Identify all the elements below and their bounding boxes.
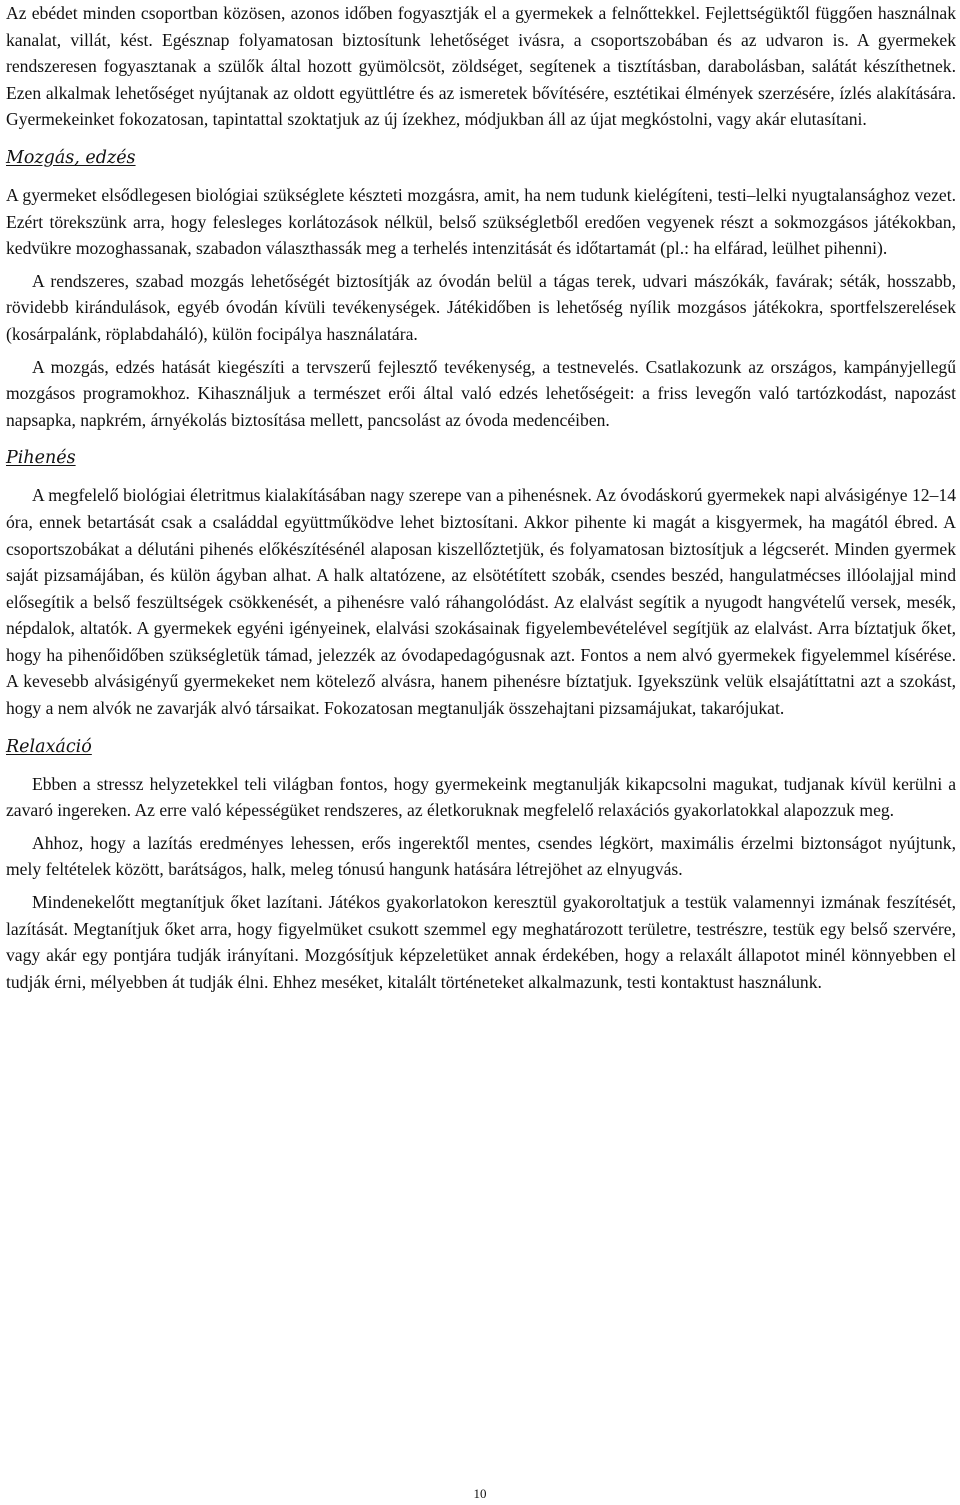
intro-paragraph: Az ebédet minden csoportban közösen, azonos időben fogyasztják el a gyermekek a felnőttekkel. Fejlettségüktől függően használnak kanalat, villát, kést. Egésznap folyamatosan biztosítunk lehetőséget ivásra, a csoportszobában és az udvaron is. A gyermekek rendszeresen fogyasztanak a szülők által hozott gyümölcsöt, zöldséget, segítenek a tisztításban, darabolásban, salátát készíthetnek. Ezen alkalmak lehetőséget nyújtanak az oldott együttlétre és az ismeretek bővítésére, esztétikai élmények szerzésére, ízlés alakítására. Gyermekeinket fokozatosan, tapintattal szoktatjuk az új ízekhez, módjukban áll az újat megkóstolni, vagy akár elutasítani. xyxy=(6,3,956,130)
document-page xyxy=(6,0,956,995)
section-heading-pihenes: Pihenés xyxy=(6,448,76,469)
pihenes-paragraph-1: A megfelelő biológiai életritmus kialakításában nagy szerepe van a pihenésnek. Az óvodáskorú gyermekek napi alvásigénye 12–14 óra, ennek betartását csak a családdal együttműködve lehet biztosítani. Akkor pihente ki magát a kisgyermek, ha magától ébred. A csoportszobákat a délutáni pihenés előkészítésénél alaposan kiszellőztetjük, és folyamatosan biztosítjuk a légcserét. Minden gyermek saját pizsamájában, és külön ágyban alhat. A halk altatózene, az elsötétített szobák, csendes beszéd, hangulatmécses illóolajjal mind elősegítik a belső feszültségek csökkenését, a pihenésre való ráhangolódást. Az elalvást segítik a nyugodt hangvételű versek, mesék, népdalok, altatók. A gyermekek egyéni igényeinek, elalvási szokásainak figyelembevételével segítjük az elalvást. Arra bíztatjuk őket, hogy ha pihenőidőben szükségletük támad, jelezzék az óvodapedagógusnak azt. Fontos a nem alvó gyermekek figyelemmel kísérése. A kevesebb alvásigényű gyermekeket nem kötelező alvásra, hanem pihenésre bíztatjuk. Igyekszünk velük elsajátíttatni azt a szokást, hogy a nem alvók ne zavarják alvó társaikat. Fokozatosan megtanulják összehajtani pizsamájukat, takarójukat. xyxy=(6,485,956,719)
relaxacio-paragraph-2: Ahhoz, hogy a lazítás eredményes lehessen, erős ingerektől mentes, csendes légkört, maximális érzelmi biztonságot nyújtunk, mely feltételek között, barátságos, halk, meleg tónusú hangunk hatására létrejöhet az elnyugvás. xyxy=(6,832,956,880)
mozgas-paragraph-2: A rendszeres, szabad mozgás lehetőségét biztosítják az óvodán belül a tágas terek, udvari mászókák, favárak; séták, hosszabb, rövidebb kirándulások, egyéb óvodán kívüli tevékenységek. Játékidőben is lehetőség nyílik mozgásos játékokra, sportfelszerelések (kosárpalánk, röplabdaháló), külön focipálya használatára. xyxy=(6,270,956,344)
section-heading-mozgas: Mozgás, edzés xyxy=(6,147,136,168)
relaxacio-paragraph-3: Mindenekelőtt megtanítjuk őket lazítani. Játékos gyakorlatokon keresztül gyakoroltatjuk a testük valamennyi izmának feszítését, lazítását. Megtanítjuk őket arra, hogy figyelmüket csukott szemmel egy meghatározott területre, testrészre, testük egy belső szervére, vagy akár egy pontjára tudják irányítani. Mozgósítjuk képzeletüket annak érdekében, hogy a relaxált állapotot minél könnyebben el tudják érni, mélyebben át tudják élni. Ehhez meséket, kitalált történeteket alkalmazunk, testi kontaktust használunk. xyxy=(6,892,956,992)
section-heading-relaxacio: Relaxáció xyxy=(6,736,92,757)
mozgas-paragraph-1: A gyermeket elsődlegesen biológiai szükséglete készteti mozgásra, amit, ha nem tudunk kielégíteni, testi–lelki nyugtalansághoz vezet. Ezért törekszünk arra, hogy felesleges korlátozások nélkül, belső szükségletből eredően vegyenek részt a sokmozgásos játékokban, kedvükre mozoghassanak, szabadon választhassák meg a terhelés intenzitását és időtartamát (pl.: ha elfárad, leülhet pihenni). xyxy=(6,184,956,259)
page-number: 10 xyxy=(473,1486,487,1501)
mozgas-paragraph-3: A mozgás, edzés hatását kiegészíti a tervszerű fejlesztő tevékenység, a testnevelés. Csatlakozunk az országos, kampányjellegű mozgásos programokhoz. Kihasználjuk a természet erői által való edzés lehetőségeit: a friss levegőn való tartózkodást, napozást napsapka, napkrém, árnyékolás biztosítása mellett, pancsolást az óvoda medencéiben. xyxy=(6,356,956,430)
relaxacio-paragraph-1: Ebben a stressz helyzetekkel teli világban fontos, hogy gyermekeink megtanulják kikapcsolni magukat, tudjanak kívül kerülni a zavaró ingereken. Az erre való képességüket rendszeres, az életkoruknak megfelelő relaxációs gyakorlatokkal alapozzuk meg. xyxy=(6,773,956,821)
